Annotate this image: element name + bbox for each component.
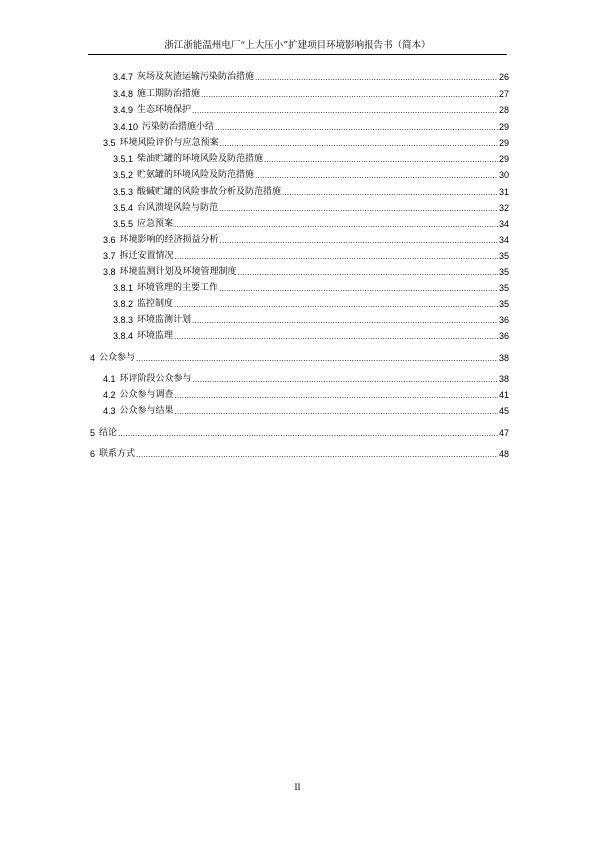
toc-entry-page: 47	[498, 428, 509, 438]
toc-entry[interactable]	[0, 449, 509, 460]
toc-entry-number: 3.4.9	[113, 105, 134, 115]
toc-entry-page: 34	[498, 235, 509, 245]
toc-entry-number: 3.5.3	[113, 187, 134, 197]
toc-leader-dots	[174, 219, 498, 230]
toc-entry-number: 3.8.3	[113, 315, 134, 325]
toc-entry-title: 联系方式	[99, 449, 136, 459]
toc-entry-number: 4.1	[103, 374, 116, 384]
toc-entry-page: 36	[498, 331, 509, 341]
toc-entry-page: 35	[498, 299, 509, 309]
toc-entry-number: 3.7	[103, 251, 116, 261]
toc-leader-dots	[118, 428, 498, 439]
toc-leader-dots	[192, 315, 498, 326]
toc-entry-number: 3.5.5	[113, 219, 134, 229]
toc-entry-number: 3.8.1	[113, 283, 134, 293]
toc-entry-number: 3.8	[103, 267, 116, 277]
toc-leader-dots	[219, 283, 498, 294]
toc-entry-page: 45	[498, 406, 509, 416]
toc-entry-page: 32	[498, 203, 509, 213]
toc-leader-dots	[136, 353, 498, 364]
toc-entry-number: 4.3	[103, 406, 116, 416]
toc-entry-page: 27	[498, 89, 509, 99]
toc-entry[interactable]	[0, 187, 509, 198]
toc-entry-title: 施工期防治措施	[137, 89, 201, 99]
toc-leader-dots	[175, 251, 498, 262]
toc-entry-number: 3.5.1	[113, 154, 134, 164]
toc-leader-dots	[220, 138, 498, 149]
toc-entry-number: 4.2	[103, 390, 116, 400]
toc-entry-number: 3.4.10	[113, 122, 139, 132]
toc-entry-number: 3.5	[103, 138, 116, 148]
toc-entry[interactable]	[0, 122, 509, 133]
toc-entry-page: 38	[498, 353, 509, 363]
toc-entry[interactable]	[0, 406, 509, 417]
toc-leader-dots	[174, 331, 498, 342]
toc-entry-page: 48	[498, 449, 509, 459]
toc-entry-number: 5	[90, 428, 96, 438]
toc-entry-title: 公众参与	[99, 353, 136, 363]
toc-entry-page: 31	[498, 187, 509, 197]
toc-entry-page: 29	[498, 138, 509, 148]
toc-leader-dots	[219, 203, 498, 214]
toc-entry[interactable]	[0, 267, 509, 278]
toc-entry-title: 公众参与结果	[119, 406, 174, 416]
toc-entry-page: 38	[498, 374, 509, 384]
toc-entry[interactable]	[0, 390, 509, 401]
toc-entry-title: 贮氨罐的环境风险及防范措施	[137, 170, 255, 180]
toc-leader-dots	[175, 406, 498, 417]
toc-entry-number: 6	[90, 449, 96, 459]
toc-leader-dots	[215, 122, 498, 133]
toc-entry-title: 环境监理	[137, 331, 174, 341]
toc-entry-title: 结论	[99, 428, 118, 438]
toc-entry-title: 环境监测计划及环境管理制度	[119, 267, 237, 277]
toc-leader-dots	[264, 154, 498, 165]
toc-entry-title: 柴油贮罐的环境风险及防范措施	[137, 154, 264, 164]
toc-entry-number: 3.8.2	[113, 299, 134, 309]
toc-entry-page: 41	[498, 390, 509, 400]
toc-entry[interactable]	[0, 315, 509, 326]
running-header: 浙江浙能温州电厂“上大压小”扩建项目环境影响报告书（简本）	[88, 40, 507, 55]
toc-entry-number: 3.4.7	[113, 72, 134, 82]
toc-entry-page: 36	[498, 315, 509, 325]
toc-entry[interactable]	[0, 299, 509, 310]
toc-entry[interactable]	[0, 235, 509, 246]
toc-entry-page: 30	[498, 170, 509, 180]
toc-entry-title: 应急预案	[137, 219, 174, 229]
toc-entry-page: 29	[498, 122, 509, 132]
toc-leader-dots	[220, 235, 498, 246]
toc-entry[interactable]	[0, 428, 509, 439]
toc-entry-number: 3.8.4	[113, 331, 134, 341]
toc-entry[interactable]	[0, 353, 509, 364]
toc-entry-title: 生态环境保护	[137, 105, 192, 115]
toc-entry[interactable]	[0, 89, 509, 100]
toc-entry-title: 环境风险评价与应急预案	[119, 138, 219, 148]
toc-entry-page: 34	[498, 219, 509, 229]
toc-entry-page: 28	[498, 105, 509, 115]
toc-entry-title: 环境管理的主要工作	[137, 283, 219, 293]
toc-entry[interactable]	[0, 374, 509, 385]
toc-leader-dots	[238, 267, 498, 278]
toc-leader-dots	[174, 299, 498, 310]
toc-entry-title: 拆迁安置情况	[119, 251, 174, 261]
toc-leader-dots	[193, 374, 498, 385]
toc-entry-title: 污染防治措施小结	[142, 122, 215, 132]
toc-entry-title: 酸碱贮罐的风险事故分析及防范措施	[137, 187, 282, 197]
toc-leader-dots	[201, 89, 498, 100]
toc-leader-dots	[255, 72, 498, 83]
toc-leader-dots	[282, 187, 498, 198]
toc-entry-page: 35	[498, 267, 509, 277]
toc-leader-dots	[192, 105, 498, 116]
toc-entry-number: 3.5.4	[113, 203, 134, 213]
toc-entry[interactable]	[0, 105, 509, 116]
toc-entry-title: 环境监测计划	[137, 315, 192, 325]
toc-leader-dots	[255, 170, 498, 181]
toc-entry[interactable]	[0, 72, 509, 83]
toc-entry[interactable]	[0, 203, 509, 214]
toc-entry-title: 公众参与调查	[119, 390, 174, 400]
page-number: II	[294, 782, 301, 792]
toc-entry[interactable]	[0, 138, 509, 149]
toc-entry-page: 35	[498, 283, 509, 293]
toc-entry-number: 3.4.8	[113, 89, 134, 99]
toc-entry[interactable]	[0, 251, 509, 262]
toc-leader-dots	[175, 390, 498, 401]
toc-entry[interactable]	[0, 154, 509, 165]
toc-entry-page: 29	[498, 154, 509, 164]
toc-entry-title: 监控制度	[137, 299, 174, 309]
toc-entry-page: 35	[498, 251, 509, 261]
toc-entry-title: 环评阶段公众参与	[119, 374, 192, 384]
toc-entry-number: 3.6	[103, 235, 116, 245]
toc-entry-title: 环境影响的经济损益分析	[119, 235, 219, 245]
toc-entry-title: 灰场及灰渣运输污染防治措施	[137, 72, 255, 82]
toc-leader-dots	[136, 449, 498, 460]
toc-entry[interactable]	[0, 283, 509, 294]
toc-entry-page: 26	[498, 72, 509, 82]
toc-entry[interactable]	[0, 170, 509, 181]
toc-entry[interactable]	[0, 331, 509, 342]
toc-entry[interactable]	[0, 219, 509, 230]
toc-entry-number: 3.5.2	[113, 170, 134, 180]
toc-entry-number: 4	[90, 353, 96, 363]
toc-entry-title: 台风溃堤风险与防范	[137, 203, 219, 213]
